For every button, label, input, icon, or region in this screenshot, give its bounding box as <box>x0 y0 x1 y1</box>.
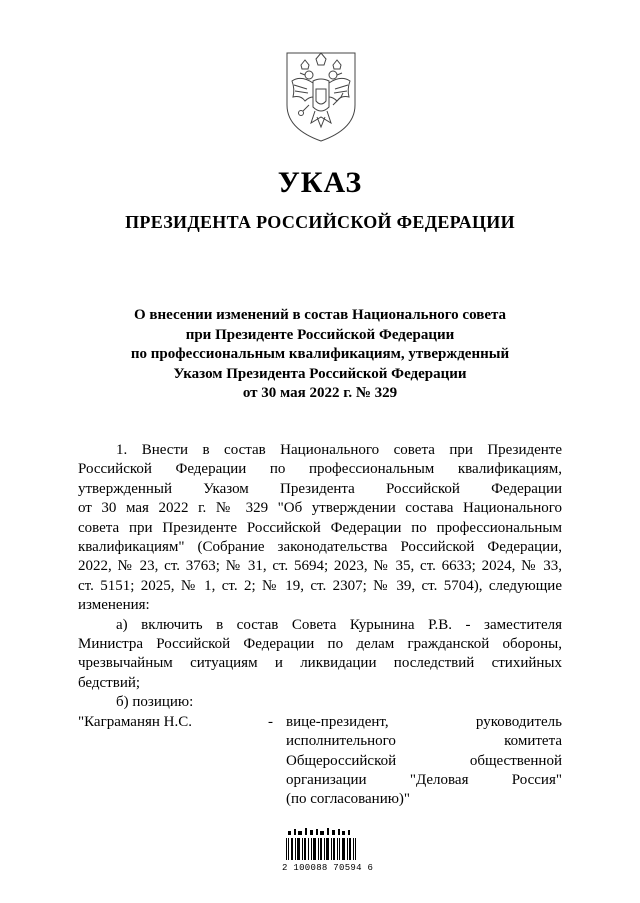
paragraph-line: ст. 5151; 2025, № 1, ст. 2; № 19, ст. 2307; № 39, ст. 5704), следующие <box>78 577 562 594</box>
document-body <box>78 441 562 808</box>
position-description-line: Общероссийской общественной <box>286 752 562 769</box>
position-description-line: (по согласованию)" <box>286 791 411 808</box>
position-entry <box>78 713 562 808</box>
position-description <box>286 713 562 810</box>
position-dash: - <box>268 713 273 730</box>
position-description-line: вице-президент, руководитель <box>286 713 562 730</box>
document-title-line: от 30 мая 2022 г. № 329 <box>242 385 398 401</box>
paragraph-line: 2022, № 23, ст. 3763; № 31, ст. 5694; 2023, № 35, ст. 6633; 2024, № 33, <box>78 558 562 575</box>
paragraph-line: изменения: <box>78 597 150 614</box>
document-title-line: О внесении изменений в состав Национального совета <box>133 307 507 323</box>
paragraph-line: совета при Президенте Российской Федерации по профессиональным <box>78 519 562 536</box>
document-title-line: по профессиональным квалификациям, утвержденный <box>130 346 510 362</box>
decree-issuer: ПРЕЗИДЕНТА РОССИЙСКОЙ ФЕДЕРАЦИИ <box>125 212 515 232</box>
paragraph-line: от 30 мая 2022 г. № 329 "Об утверждении состава Национального <box>78 500 562 517</box>
position-description-line: организации "Деловая Россия" <box>286 771 562 788</box>
item-a-line: а) включить в состав Совета Курынина Р.В. - заместителя <box>116 616 562 633</box>
paragraph-line: 1. Внести в состав Национального совета при Президенте <box>116 442 562 458</box>
person-name: "Каграманян Н.С. <box>78 713 192 730</box>
document-title-line: Указом Президента Российской Федерации <box>173 365 467 382</box>
document-title-line: при Президенте Российской Федерации <box>185 326 455 343</box>
paragraph-line: квалификациям" (Собрание законодательства Российской Федерации, <box>78 539 562 556</box>
document-title <box>80 306 560 404</box>
item-a-line: бедствий; <box>78 674 141 691</box>
paragraph-line: утвержденный Указом Президента Российской Федерации <box>78 480 562 497</box>
paragraph-line: Российской Федерации по профессиональным квалификациям, <box>78 461 562 478</box>
position-description-line: исполнительного комитета <box>286 733 562 750</box>
paragraph-1 <box>78 441 562 616</box>
decree-title: УКАЗ <box>277 166 363 199</box>
item-a-line: Министра Российской Федерации по делам гражданской обороны, <box>78 636 562 653</box>
barcode-number: 2 100088 70594 6 <box>282 863 374 873</box>
coat-of-arms-emblem <box>283 45 359 143</box>
item-b-label: б) позицию: <box>116 694 194 711</box>
item-a <box>78 616 562 694</box>
item-b <box>78 693 562 808</box>
item-a-line: чрезвычайным ситуациям и ликвидации последствий стихийных <box>78 655 562 672</box>
